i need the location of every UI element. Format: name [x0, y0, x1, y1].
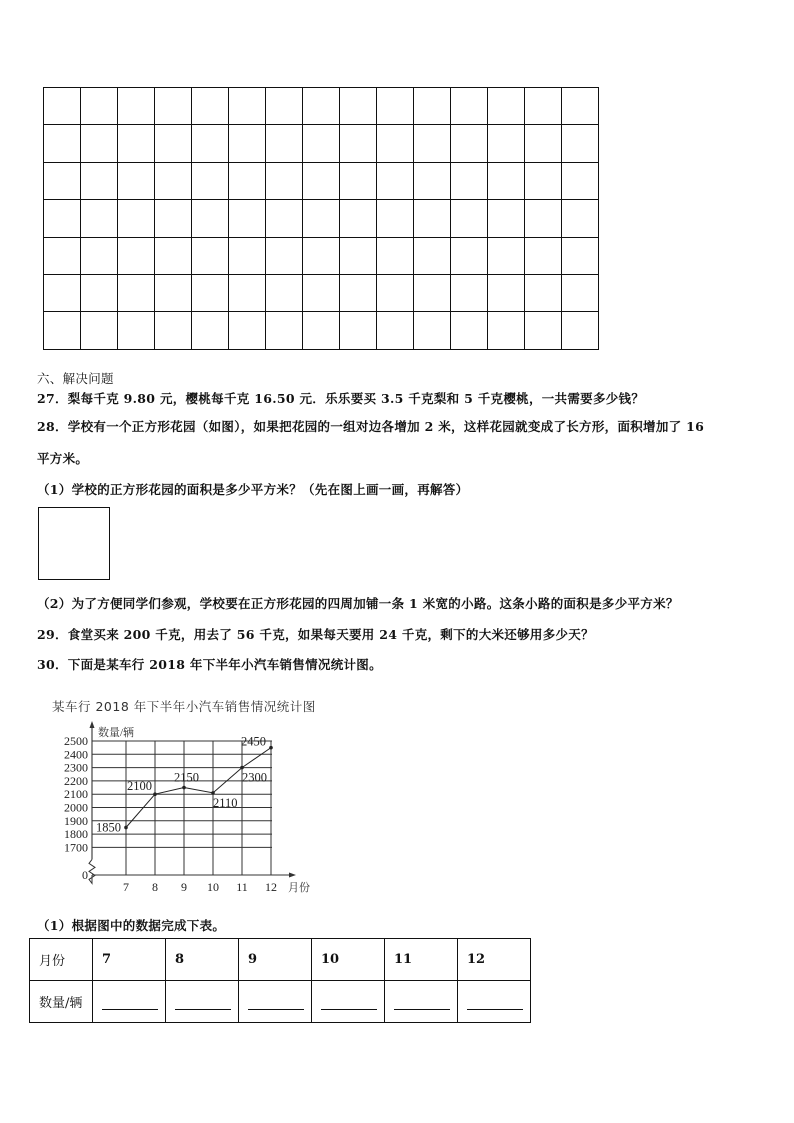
month-cell: 12: [458, 939, 531, 981]
y-tick-label: 1800: [64, 827, 88, 842]
row-header-quantity: 数量/辆: [30, 981, 93, 1023]
answer-blank-cell[interactable]: [166, 981, 239, 1023]
y-tick-label: 1900: [64, 813, 88, 828]
question-28-cont: 平方米。: [37, 451, 89, 466]
y-tick-label: 2300: [64, 760, 88, 775]
answer-blank[interactable]: [394, 995, 450, 1010]
answer-blank[interactable]: [321, 995, 377, 1010]
answer-blank-cell[interactable]: [93, 981, 166, 1023]
x-axis-label: 月份: [288, 882, 310, 894]
data-point: [269, 746, 273, 750]
question-28: 28．学校有一个正方形花园（如图），如果把花园的一组对边各增加 2 米，这样花园就变成了长方形，面积增加了 16: [37, 419, 705, 434]
month-cell: 8: [166, 939, 239, 981]
data-point: [153, 792, 157, 796]
data-point: [211, 791, 215, 795]
answer-blank-cell[interactable]: [239, 981, 312, 1023]
x-arrow-icon: [289, 873, 296, 878]
data-label: 2100: [127, 779, 152, 794]
table-row-quantity: [30, 981, 531, 1023]
data-label: 1850: [96, 820, 121, 835]
section-title: 六、解决问题: [37, 371, 114, 386]
answer-blank[interactable]: [102, 995, 158, 1010]
data-label: 2300: [242, 770, 267, 785]
answer-blank[interactable]: [175, 995, 231, 1010]
answer-blank-cell[interactable]: [312, 981, 385, 1023]
data-label: 2110: [213, 795, 238, 810]
y-tick-label: 2000: [64, 800, 88, 815]
x-tick-label: 11: [236, 880, 248, 894]
month-cell: 7: [93, 939, 166, 981]
x-tick-label: 10: [207, 880, 219, 894]
answer-blank[interactable]: [467, 995, 523, 1010]
y-tick-label: 2100: [64, 787, 88, 802]
y-tick-label: 2500: [64, 734, 88, 748]
question-28-part1: （1）学校的正方形花园的面积是多少平方米？（先在图上画一画，再解答）: [37, 482, 469, 497]
y-axis-label: 数量/辆: [98, 727, 135, 739]
question-30: 30．下面是某车行 2018 年下半年小汽车销售情况统计图。: [37, 657, 382, 672]
chart-title: 某车行 2018 年下半年小汽车销售情况统计图: [52, 699, 316, 714]
data-label: 2450: [241, 734, 266, 749]
month-cell: 11: [385, 939, 458, 981]
row-header-month: 月份: [30, 939, 93, 981]
table-row-month: [30, 939, 531, 981]
data-point: [182, 786, 186, 790]
answer-blank[interactable]: [248, 995, 304, 1010]
y-arrow-icon: [90, 721, 95, 728]
month-cell: 10: [312, 939, 385, 981]
x-tick-label: 9: [181, 880, 187, 894]
y-tick-label: 1700: [64, 840, 88, 855]
answer-blank-cell[interactable]: [458, 981, 531, 1023]
x-tick-label: 7: [123, 880, 129, 894]
month-cell: 9: [239, 939, 312, 981]
question-30-part1: （1）根据图中的数据完成下表。: [37, 918, 226, 933]
question-27: 27．梨每千克 9.80 元，樱桃每千克 16.50 元．乐乐要买 3.5 千克梨和 5 千克樱桃，一共需要多少钱？: [37, 391, 645, 406]
y-tick-label: 2400: [64, 747, 88, 762]
data-point: [240, 766, 244, 770]
data-point: [124, 826, 128, 830]
question-28-part2: （2）为了方便同学们参观，学校要在正方形花园的四周加铺一条 1 米宽的小路。这条小路的面积是多少平方米？: [37, 596, 679, 611]
y-tick-label: 0: [82, 868, 88, 882]
answer-table: [29, 938, 531, 1023]
data-label: 2150: [174, 770, 199, 785]
x-tick-label: 8: [152, 880, 158, 894]
question-29: 29．食堂买来 200 千克，用去了 56 千克，如果每天要用 24 千克，剩下的大米还够用多少天？: [37, 627, 594, 642]
axis-break-icon: [89, 859, 95, 883]
y-tick-label: 2200: [64, 773, 88, 788]
answer-blank-cell[interactable]: [385, 981, 458, 1023]
x-tick-label: 12: [265, 880, 277, 894]
